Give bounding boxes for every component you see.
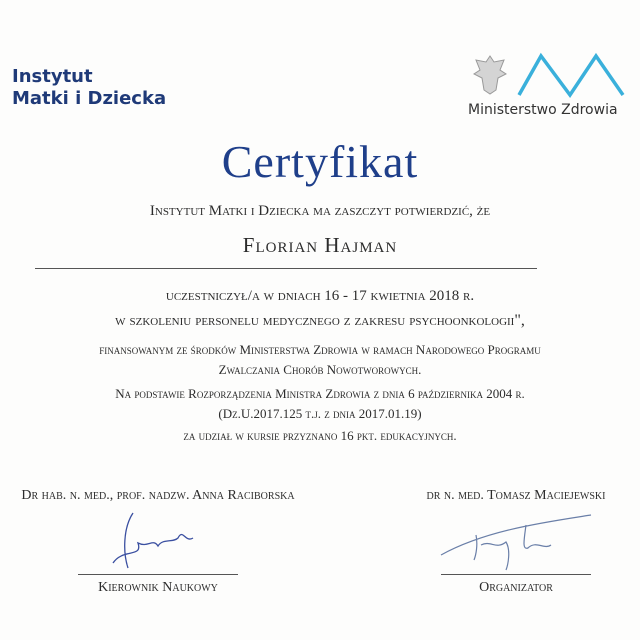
course-name: w szkoleniu personelu medycznego z zakresu psychoonkologii", — [115, 312, 525, 329]
left-signature-block — [8, 488, 308, 596]
ministry-logo-text: Ministerstwo Zdrowia — [468, 102, 618, 118]
right-signature — [400, 504, 632, 574]
ministry-zigzag-logo — [516, 50, 626, 104]
right-signatory-role: Organizator — [479, 580, 553, 595]
institute-logo-line2: Matki i Dziecka — [12, 88, 167, 109]
program-name: Zwalczania Chorób Nowotworowych. — [218, 362, 422, 377]
left-signatory-name: Dr hab. n. med., prof. nadzw. Anna Raciborska — [21, 488, 295, 503]
certificate-title: Certyfikat — [221, 136, 419, 187]
participation-dates: uczestniczył/a w dniach 16 - 17 kwietnia 2018 r. — [165, 288, 475, 304]
left-signatory-role: Kierownik Naukowy — [98, 580, 218, 595]
regulation-text: Na podstawie Rozporządzenia Ministra Zdrowia z dnia 6 października 2004 r. — [115, 386, 525, 401]
name-underline — [35, 268, 537, 269]
right-signatory-name: dr n. med. Tomasz Maciejewski — [426, 488, 606, 503]
institute-logo — [12, 66, 166, 110]
funding-text: finansowanym ze środków Ministerstwa Zdrowia w ramach Narodowego Programu — [99, 342, 541, 357]
credits-text: za udział w kursie przyznano 16 pkt. edukacyjnych. — [183, 428, 457, 443]
recipient-name: Florian Hajman — [242, 233, 398, 257]
institute-logo-line1: Instytut — [12, 66, 93, 87]
regulation-reference: (Dz.U.2017.125 t.j. z dnia 2017.01.19) — [218, 406, 422, 421]
intro-text: Instytut Matki i Dziecka ma zaszczyt potwierdzić, że — [149, 203, 491, 219]
left-signature — [8, 504, 308, 574]
right-signature-block — [400, 488, 632, 596]
eagle-emblem-icon — [470, 52, 510, 100]
